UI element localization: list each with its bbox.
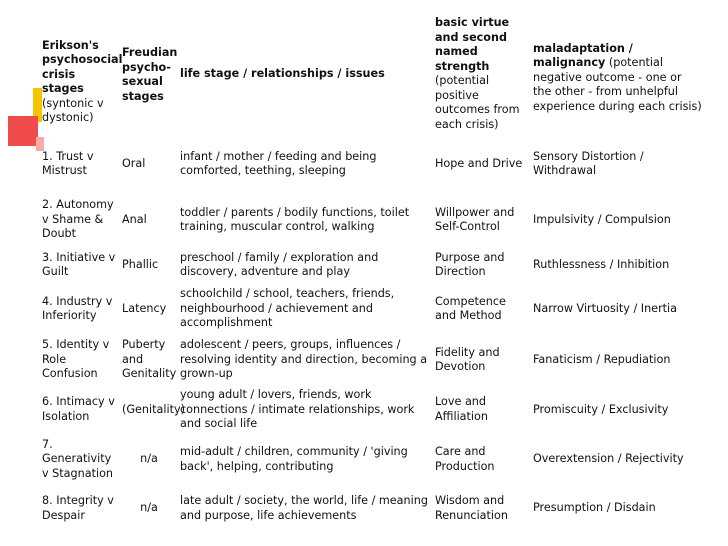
cell-maladaptation: Presumption / Disdain	[533, 501, 656, 515]
cell-life: schoolchild / school, teachers, friends, neighbourhood / achievement and accomplishment	[180, 287, 395, 330]
cell-stage: 3. Initiative v Guilt	[42, 250, 116, 278]
cell-stage: 4. Industry v Inferiority	[42, 294, 113, 322]
cell-maladaptation: Impulsivity / Compulsion	[533, 212, 671, 226]
cell-virtue: Competence and Method	[435, 294, 506, 322]
header-virtue-title: basic virtue and second named strength	[435, 16, 510, 73]
cell-life: adolescent / peers, groups, influences / resolving identity and direction, becoming a grown-up	[180, 338, 428, 381]
cell-life: young adult / lovers, friends, work connections / intimate relationships, work and social life	[180, 388, 415, 430]
cell-virtue: Willpower and Self-Control	[435, 205, 515, 233]
cell-freud: Puberty and Genitality	[122, 338, 177, 381]
cell-maladaptation: Overextension / Rejectivity	[533, 452, 684, 466]
table-row	[40, 432, 704, 488]
cell-stage: 1. Trust v Mistrust	[42, 149, 94, 177]
cell-virtue: Care and Production	[435, 445, 495, 473]
cell-maladaptation: Ruthlessness / Inhibition	[533, 257, 670, 271]
header-basic-virtue	[433, 16, 531, 132]
header-freudian-title: Freudian psycho-sexual stages	[122, 46, 178, 103]
cell-virtue: Hope and Drive	[435, 156, 523, 170]
header-erikson-note: (syntonic v dystonic)	[42, 96, 104, 124]
erikson-stages-table	[40, 16, 704, 530]
table-row	[40, 286, 704, 332]
table-row	[40, 488, 704, 530]
cell-virtue: Fidelity and Devotion	[435, 345, 500, 373]
decorative-red-square	[8, 116, 38, 146]
cell-freud: n/a	[140, 501, 158, 515]
cell-freud: Phallic	[122, 257, 159, 271]
cell-freud: Latency	[122, 301, 167, 315]
header-maladaptation	[531, 16, 704, 132]
cell-stage: 6. Intimacy v Isolation	[42, 395, 115, 423]
header-life-stage	[178, 16, 433, 132]
cell-freud: n/a	[140, 452, 158, 466]
header-erikson-stages	[40, 16, 123, 132]
cell-stage: 7. Generativity v Stagnation	[42, 437, 113, 480]
cell-maladaptation: Fanaticism / Repudiation	[533, 352, 671, 366]
cell-stage: 5. Identity v Role Confusion	[42, 338, 110, 381]
cell-maladaptation: Promiscuity / Exclusivity	[533, 402, 669, 416]
table-row	[40, 332, 704, 388]
cell-freud: (Genitality)	[122, 402, 185, 416]
header-maladaptation-title: maladaptation / malignancy	[533, 41, 633, 70]
header-life-stage-title: life stage / relationships / issues	[180, 66, 385, 80]
cell-stage: 8. Integrity v Despair	[42, 494, 114, 522]
header-erikson-title: Erikson's psychosocial crisis stages	[42, 38, 123, 95]
table-row	[40, 388, 704, 432]
table-header-row	[40, 16, 704, 132]
cell-life: mid-adult / children, community / 'giving back', helping, contributing	[180, 445, 408, 473]
table-row	[40, 132, 704, 196]
header-maladaptation-note: (potential negative outcome - one or the other - from unhelpful experience during each crisis)	[533, 56, 702, 113]
cell-stage: 2. Autonomy v Shame & Doubt	[42, 198, 114, 241]
cell-virtue: Love and Affiliation	[435, 395, 488, 423]
table-row	[40, 196, 704, 244]
cell-virtue: Purpose and Direction	[435, 250, 505, 278]
cell-virtue: Wisdom and Renunciation	[435, 494, 508, 522]
header-virtue-note: (potential positive outcomes from each crisis)	[435, 74, 520, 131]
cell-maladaptation: Sensory Distortion / Withdrawal	[533, 149, 644, 177]
cell-maladaptation: Narrow Virtuosity / Inertia	[533, 301, 678, 315]
cell-freud: Oral	[122, 156, 146, 170]
cell-life: infant / mother / feeding and being comforted, teething, sleeping	[180, 149, 377, 177]
cell-life: toddler / parents / bodily functions, toilet training, muscular control, walking	[180, 205, 410, 233]
cell-life: late adult / society, the world, life / meaning and purpose, life achievements	[180, 494, 428, 522]
table-row	[40, 244, 704, 286]
header-freudian-stages	[120, 16, 178, 132]
cell-freud: Anal	[122, 212, 147, 226]
cell-life: preschool / family / exploration and discovery, adventure and play	[180, 250, 379, 278]
